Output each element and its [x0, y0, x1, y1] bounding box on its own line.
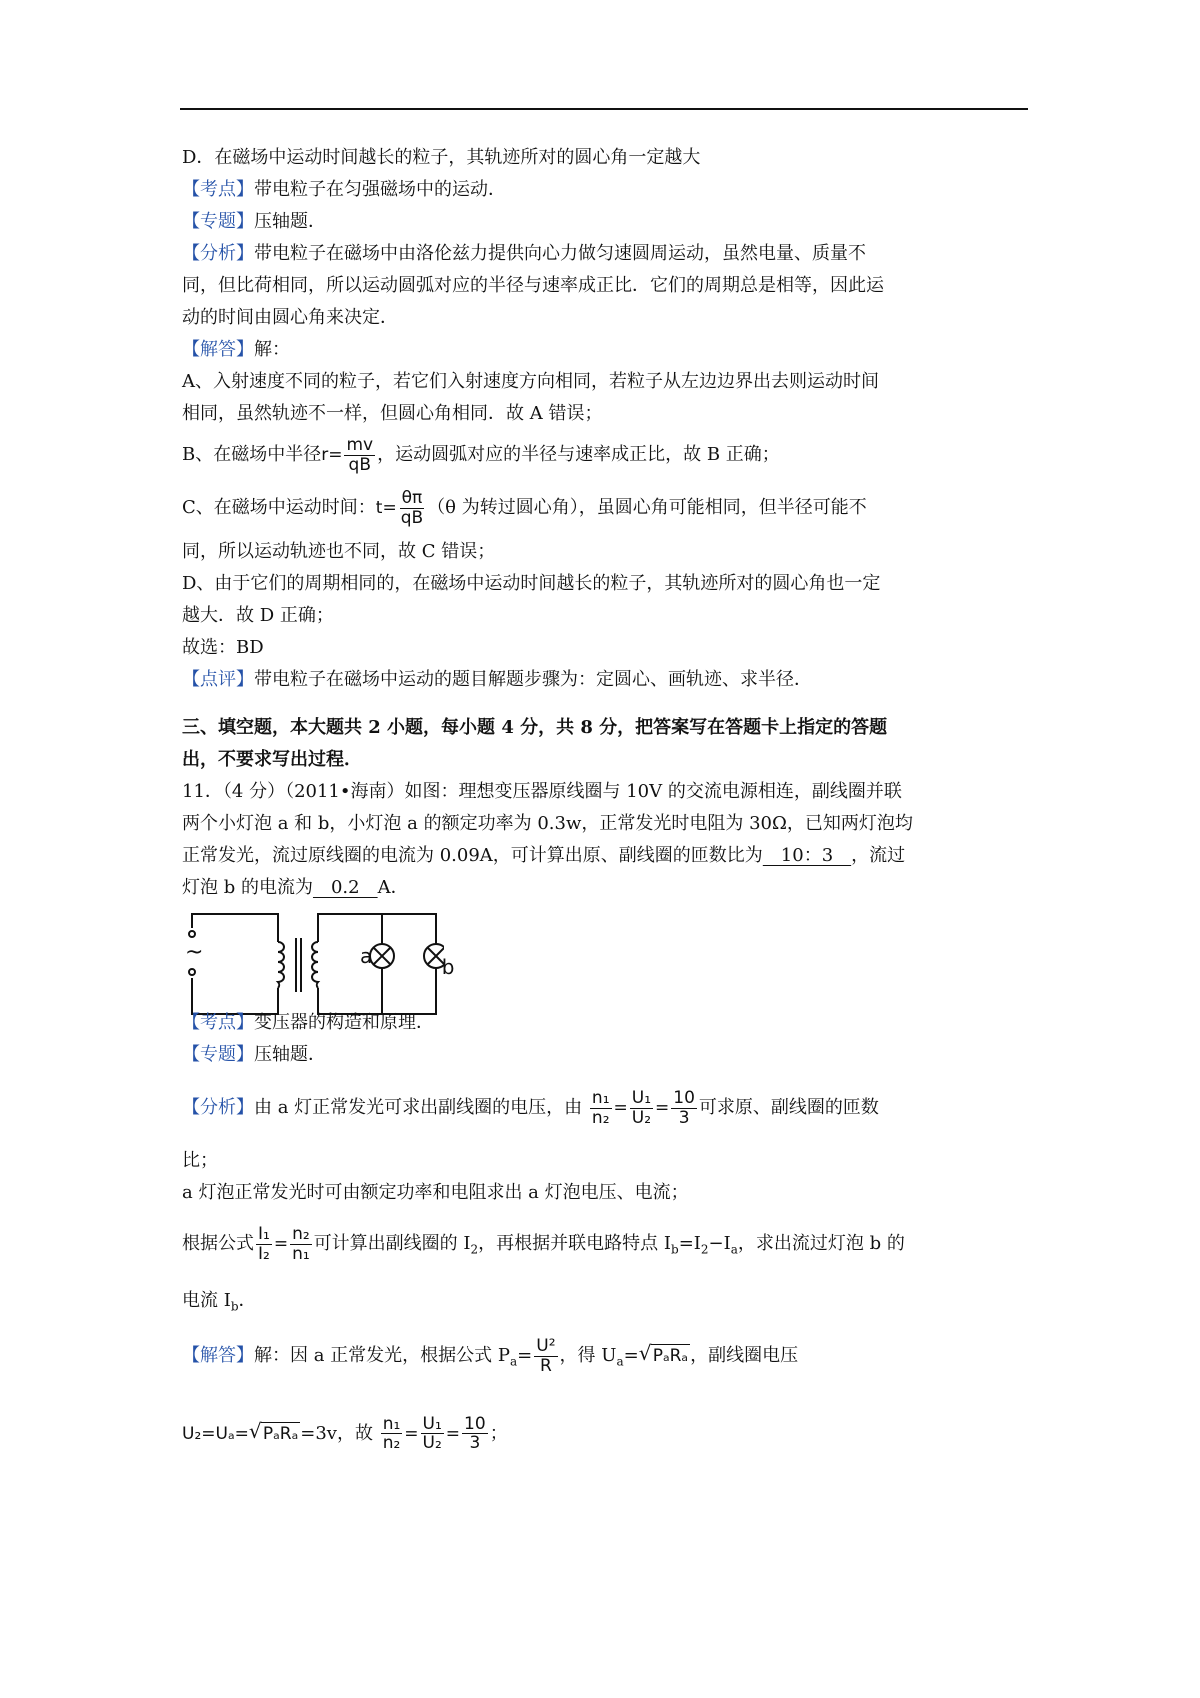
- inverse-turns-fraction: $\frac{\text{n₂}}{\text{n₁}}$: [292, 1223, 310, 1264]
- radius-formula: $\frac{mv}{qB}$: [346, 434, 374, 475]
- document-body: [182, 142, 1028, 1472]
- q10-answer: 故选：BD: [182, 637, 264, 658]
- lamp-b-icon: [424, 944, 444, 968]
- q10-fenxi: 【分析】带电粒子在磁场中由洛伦兹力提供向心力做匀速圆周运动，虽然电量、质量不: [182, 243, 866, 264]
- q10-jieda: 【解答】解：: [182, 339, 290, 360]
- turns-ratio-fraction: $\frac{\text{n₁}}{\text{n₂}}$: [591, 1087, 610, 1128]
- voltage-ratio-fraction: $\frac{\text{U₁}}{\text{U₂}}$: [631, 1087, 652, 1128]
- section3-heading-line1: 三、填空题，本大题共 2 小题，每小题 4 分，共 8 分，把答案写在答题卡上指定的答题: [182, 717, 888, 738]
- q11-fenxi-line5: 电流 $I_b$．: [182, 1289, 257, 1314]
- lamp-a-label: a: [360, 944, 373, 968]
- q10-kaodian: 【考点】带电粒子在匀强磁场中的运动．: [182, 179, 506, 200]
- q11-fenxi-line2: 比；: [182, 1150, 218, 1171]
- q11-line1: 11．（4 分）（2011•海南）如图：理想变压器原线圈与 10V 的交流电源相连，副线圈并联: [182, 781, 902, 802]
- answer-blank-2: 0.2: [312, 877, 378, 898]
- lamp-b-label: b: [441, 955, 455, 979]
- zhuanti-tag-2: 【专题】: [182, 1044, 254, 1065]
- section3-heading-line2: 出，不要求写出过程．: [182, 749, 362, 770]
- kaodian-tag-2: 【考点】: [182, 1012, 254, 1033]
- time-formula: $\frac{\theta\pi}{qB}$: [400, 487, 424, 528]
- q11-line4: 灯泡 b 的电流为 0.2 A．: [182, 877, 409, 898]
- q11-fenxi: 【分析】由 a 灯正常发光可求出副线圈的电压，由 $\frac{\text{n₁}}{\text{n₂}}$ = $\frac{\text{U₁}}{\text{U₂}}$ = $\frac{10}{3}$ 可求原、副线圈的匝数: [182, 1087, 879, 1128]
- header-rule: [180, 108, 1028, 110]
- q11-line2: 两个小灯泡 a 和 b，小灯泡 a 的额定功率为 0.3w，正常发光时电阻为 30Ω，已知两灯泡均: [182, 813, 913, 834]
- q10-zhuanti: 【专题】压轴题．: [182, 211, 326, 232]
- q11-fenxi-line3: a 灯泡正常发光时可由额定功率和电阻求出 a 灯泡电压、电流；: [182, 1182, 689, 1203]
- q10-dianping: 【点评】带电粒子在磁场中运动的题目解题步骤为：定圆心、画轨迹、求半径．: [182, 669, 812, 690]
- zhuanti-tag: 【专题】: [182, 211, 254, 232]
- final-turns-fraction: $\frac{\text{n₁}}{\text{n₂}}$: [382, 1413, 401, 1454]
- fenxi-tag: 【分析】: [182, 243, 254, 264]
- q10-d-line1: D、由于它们的周期相同的，在磁场中运动时间越长的粒子，其轨迹所对的圆心角也一定: [182, 573, 881, 594]
- q10-c-line: C、在磁场中运动时间：t= $\frac{\theta\pi}{qB}$ （θ 为转过圆心角），虽圆心角可能相同，但半径可能不: [182, 487, 867, 528]
- final-ratio-fraction: $\frac{10}{3}$: [464, 1413, 486, 1454]
- q11-fenxi-line4: 根据公式 $\frac{\text{I₁}}{\text{I₂}}$ = $\frac{\text{n₂}}{\text{n₁}}$ 可计算出副线圈的 $I_2$，再根据并联电路特点 $I_b=I_2-I_a$，求出流过灯泡 b 的: [182, 1223, 905, 1264]
- q10-a-line1: A、入射速度不同的粒子，若它们入射速度方向相同，若粒子从左边边界出去则运动时间: [182, 371, 879, 392]
- q10-b-line: B、在磁场中半径r= $\frac{mv}{qB}$ ，运动圆弧对应的半径与速率成正比，故 B 正确；: [182, 434, 780, 475]
- q10-fenxi-line3: 动的时间由圆心角来决定．: [182, 307, 398, 328]
- current-ratio-fraction: $\frac{\text{I₁}}{\text{I₂}}$: [258, 1223, 270, 1264]
- power-formula-fraction: $\frac{\text{U²}}{R}$: [536, 1336, 556, 1376]
- q10-fenxi-line2: 同，但比荷相同，所以运动圆弧对应的半径与速率成正比．它们的周期总是相等，因此运: [182, 275, 884, 296]
- q11-zhuanti: 【专题】压轴题．: [182, 1044, 326, 1065]
- fenxi-tag-2: 【分析】: [182, 1097, 254, 1118]
- jieda-tag-2: 【解答】: [182, 1345, 254, 1367]
- dianping-tag: 【点评】: [182, 669, 254, 690]
- q11-jieda: 【解答】解：因 a 正常发光，根据公式 $P_a=$ $\frac{\text{U²}}{R}$ ，得 $U_a=√$ PₐRₐ ，副线圈电压: [182, 1322, 1028, 1396]
- ac-source-symbol: ~: [185, 940, 204, 965]
- q10-d-line2: 越大．故 D 正确；: [182, 605, 334, 626]
- q10-c-line2: 同，所以运动轨迹也不同，故 C 错误；: [182, 541, 496, 562]
- jieda-tag: 【解答】: [182, 339, 254, 360]
- answer-blank-1: 10：3: [762, 845, 852, 866]
- final-voltage-fraction: $\frac{\text{U₁}}{\text{U₂}}$: [422, 1413, 442, 1454]
- sqrt-power-resistance: √ PₐRₐ: [639, 1322, 690, 1390]
- ratio-value-fraction: $\frac{10}{3}$: [673, 1087, 695, 1128]
- q11-kaodian: 【考点】变压器的构造和原理．: [182, 1012, 434, 1033]
- q10-a-line2: 相同，虽然轨迹不一样，但圆心角相同．故 A 错误；: [182, 403, 603, 424]
- circuit-svg: [182, 908, 444, 1020]
- kaodian-tag: 【考点】: [182, 179, 254, 200]
- q11-line3: 正常发光，流过原线圈的电流为 0.09A，可计算出原、副线圈的匝数比为 10：3 ，流过: [182, 845, 906, 866]
- q11-final-line: U₂=Uₐ=√ PₐRₐ =3v，故 $\frac{\text{n₁}}{\text{n₂}}$ = $\frac{\text{U₁}}{\text{U₂}}$ = $\frac{10}{3}$ ；: [182, 1396, 1028, 1472]
- sqrt-power-resistance-2: √ PₐRₐ: [249, 1396, 300, 1472]
- q10-option-d: D．在磁场中运动时间越长的粒子，其轨迹所对的圆心角一定越大: [182, 147, 701, 168]
